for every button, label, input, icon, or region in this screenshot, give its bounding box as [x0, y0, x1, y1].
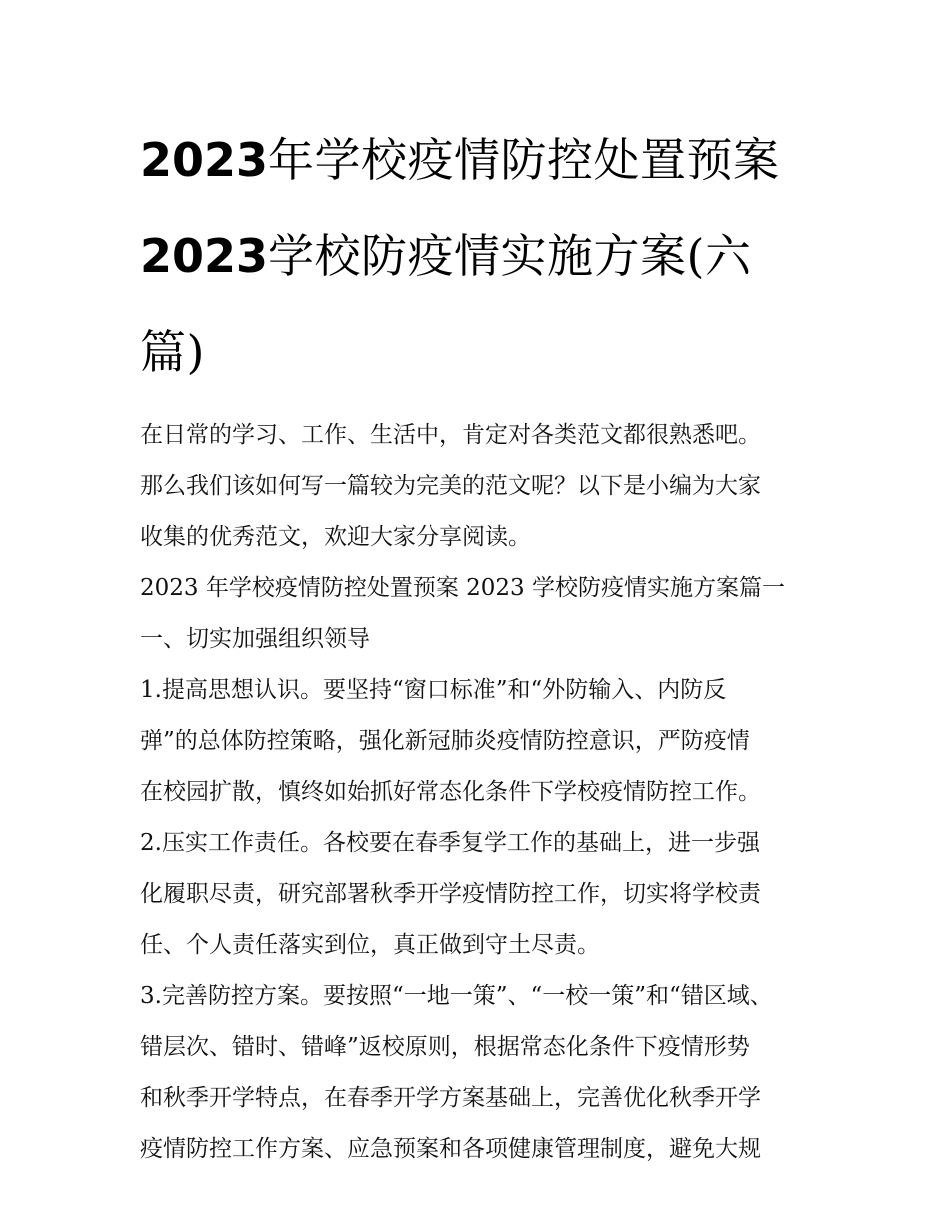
document-body: [140, 410, 830, 1175]
title-line-1: [140, 112, 830, 208]
title-line-3: [140, 304, 830, 400]
document-title: [140, 112, 830, 400]
body-line: 弹”的总体防控策略，强化新冠肺炎疫情防控意识，严防疫情: [140, 728, 750, 754]
body-line: 3.完善防控方案。要按照“一地一策”、“一校一策”和“错区域、: [140, 983, 773, 1009]
body-line: 任、个人责任落实到位，真正做到守土尽责。: [140, 932, 600, 958]
title-line-2: [140, 208, 830, 304]
body-line: 疫情防控工作方案、应急预案和各项健康管理制度，避免大规: [140, 1136, 761, 1162]
title-year: 2023: [140, 133, 269, 187]
body-line: 2.压实工作责任。各校要在春季复学工作的基础上，进一步强: [140, 830, 760, 856]
document-content: [140, 112, 830, 1175]
title-text: 年学校疫情防控处置预案: [268, 133, 780, 187]
body-line: 1.提高思想认识。要坚持“窗口标准”和“外防输入、内防反: [140, 677, 727, 703]
title-text: 学校防疫情实施方案(六: [268, 229, 752, 283]
body-line: 在校园扩散，慎终如始抓好常态化条件下学校疫情防控工作。: [140, 779, 761, 805]
body-line: 和秋季开学特点，在春季开学方案基础上，完善优化秋季开学: [140, 1085, 761, 1111]
body-line: 错层次、错时、错峰”返校原则，根据常态化条件下疫情形势: [140, 1034, 750, 1060]
body-line: 化履职尽责，研究部署秋季开学疫情防控工作，切实将学校责: [140, 881, 761, 907]
subsection-heading: 一、切实加强组织领导: [140, 626, 370, 652]
body-line: 在日常的学习、工作、生活中，肯定对各类范文都很熟悉吧。: [140, 422, 761, 448]
body-line: 收集的优秀范文，欢迎大家分享阅读。: [140, 524, 531, 550]
body-line: 那么我们该如何写一篇较为完美的范文呢？以下是小编为大家: [140, 473, 761, 499]
title-text: 篇): [140, 325, 205, 379]
title-year: 2023: [140, 229, 269, 283]
section-heading: 2023 年学校疫情防控处置预案 2023 学校防疫情实施方案篇一: [140, 575, 785, 601]
